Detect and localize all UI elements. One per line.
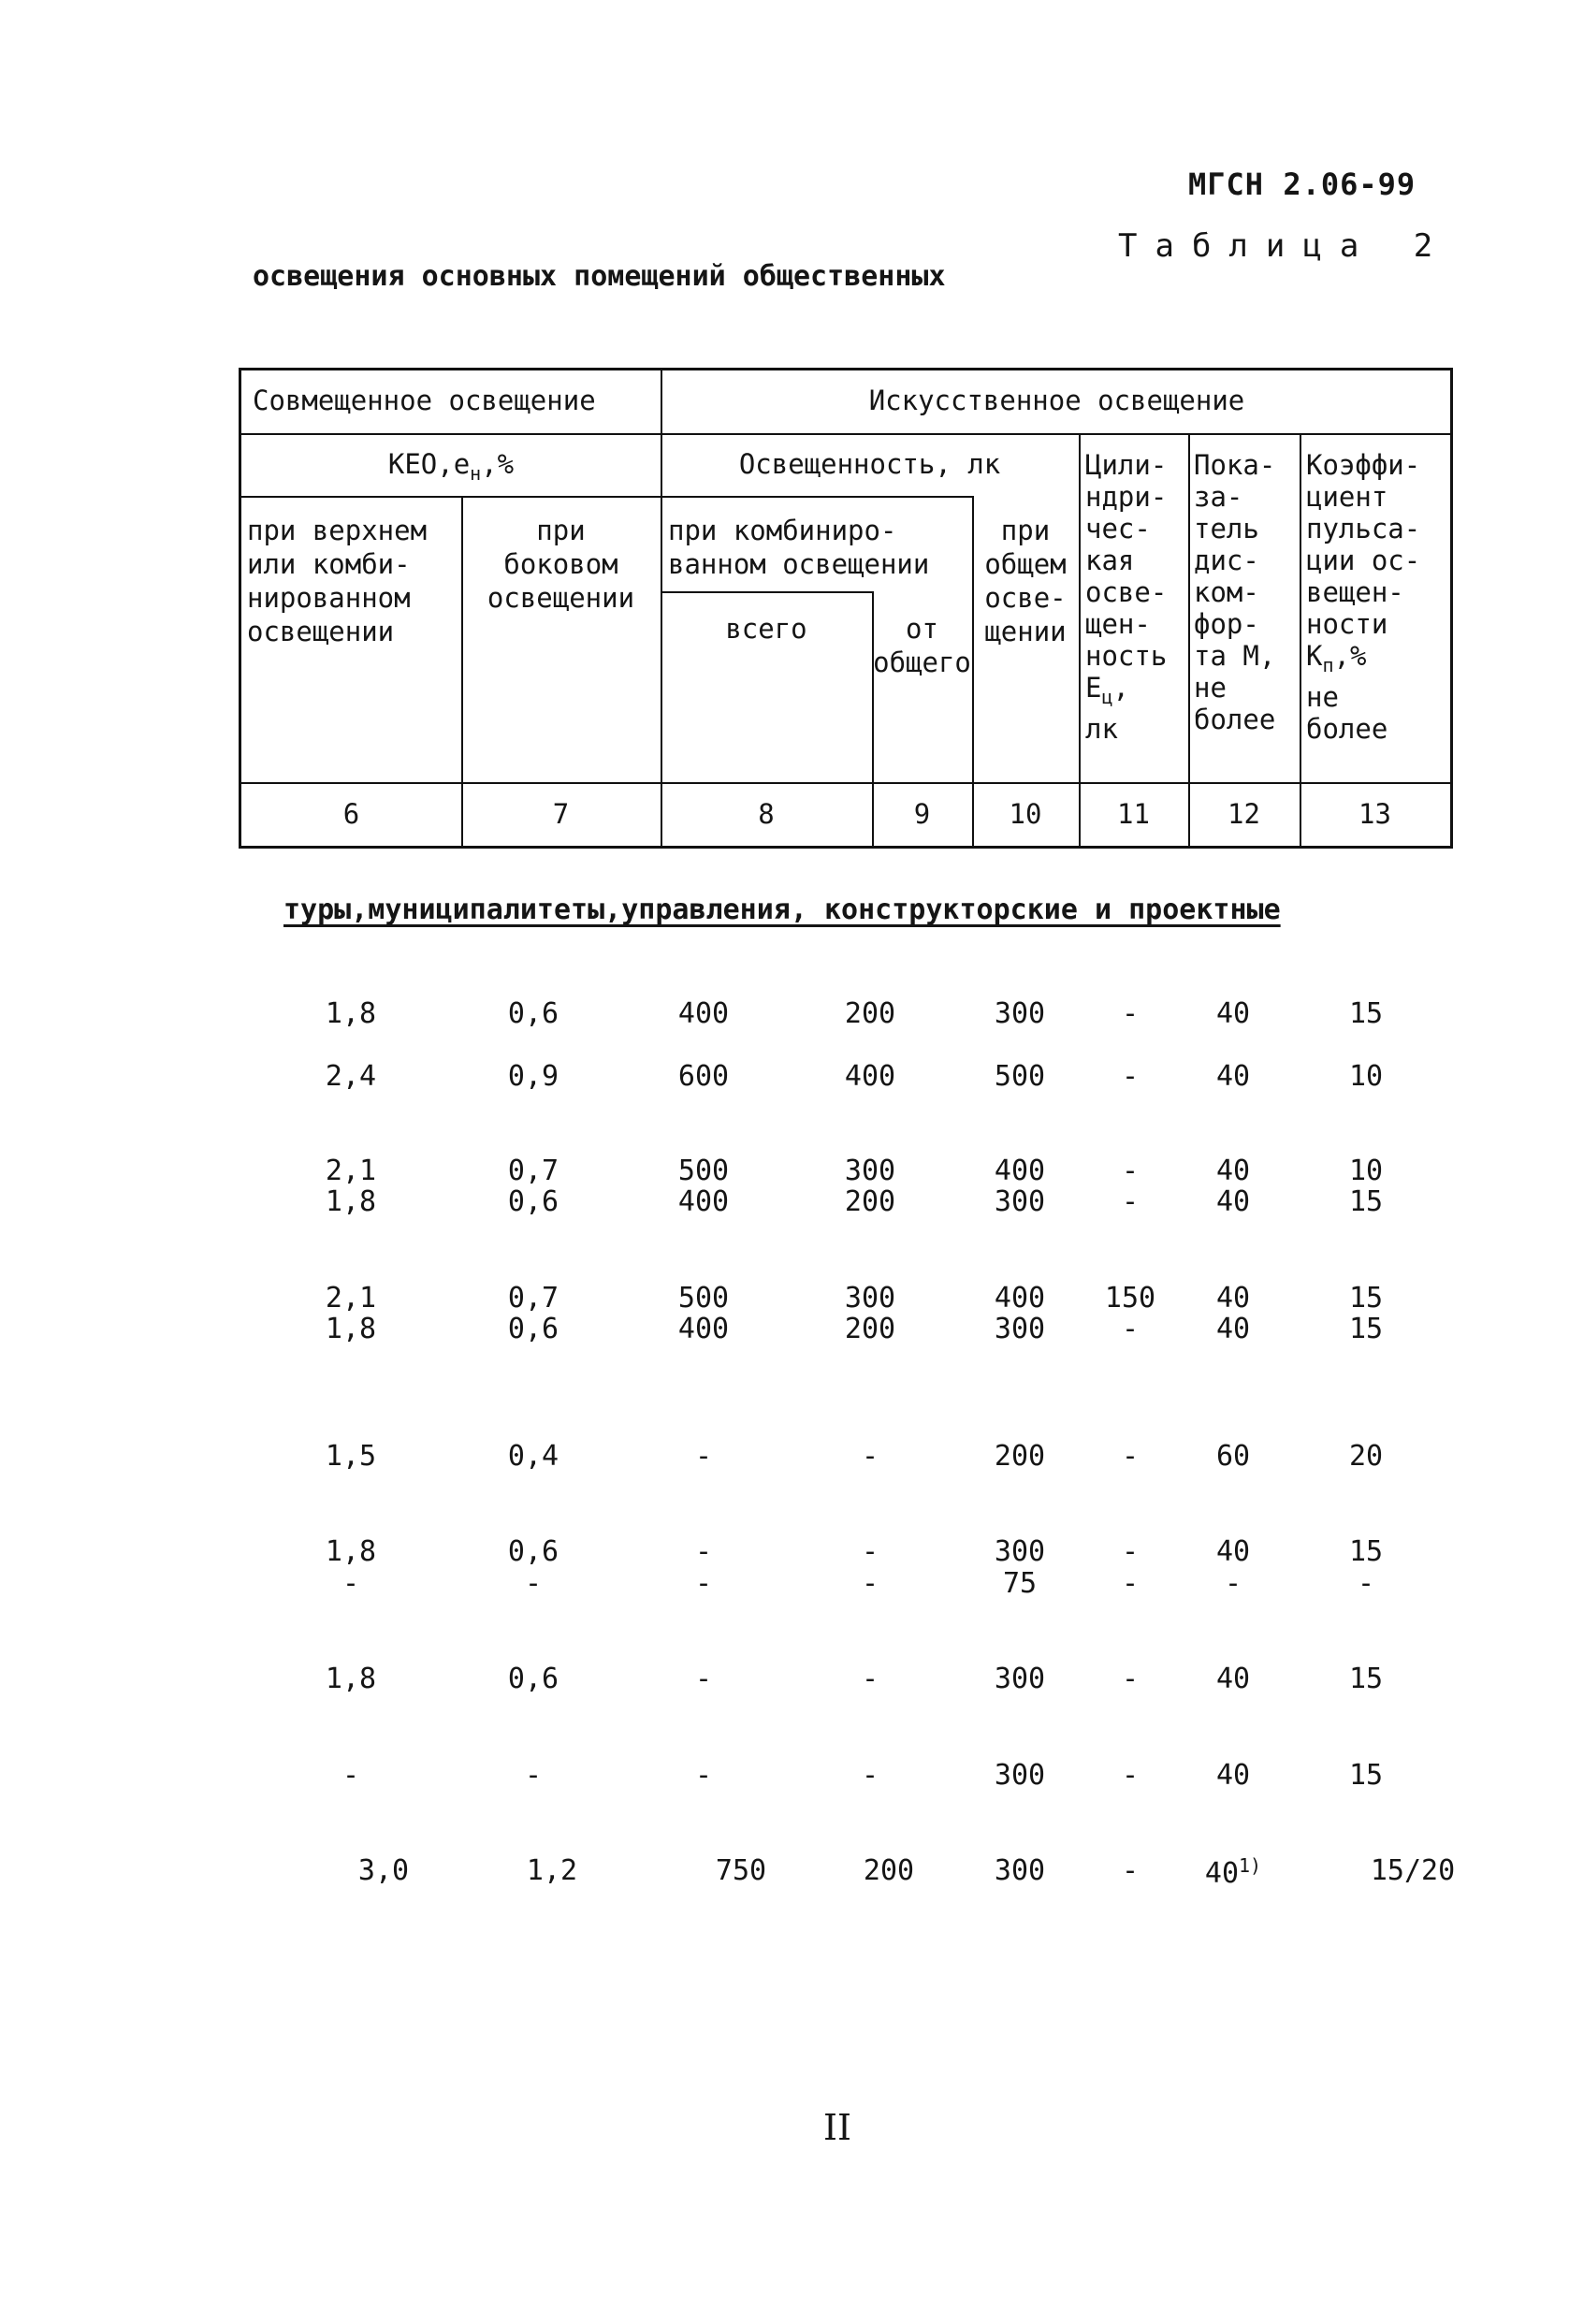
table-cell: - <box>861 1663 879 1695</box>
table-cell: 40 <box>1215 1313 1251 1345</box>
table-cell: 0,7 <box>507 1155 559 1187</box>
table-cell: 0,6 <box>507 1185 559 1218</box>
table-cell: 2,1 <box>325 1155 377 1187</box>
table-cell: 300 <box>994 1759 1046 1792</box>
table-cell: 15 <box>1348 1313 1384 1345</box>
table-row <box>0 1185 1569 1223</box>
table-cell: 20 <box>1348 1440 1384 1473</box>
footnote-marker: 1) <box>1239 1854 1262 1877</box>
table-cell: 200 <box>994 1440 1046 1473</box>
divider <box>241 433 1450 435</box>
table-cell: 400 <box>677 997 730 1030</box>
table-cell: - <box>861 1535 879 1568</box>
table-cell: 40 <box>1215 1185 1251 1218</box>
table-cell: 0,6 <box>507 1535 559 1568</box>
table-cell: 15 <box>1348 997 1384 1030</box>
table-subtitle: освещения основных помещений общественных <box>253 260 946 293</box>
table-header <box>239 368 1453 849</box>
table-cell: 15/20 <box>1370 1854 1456 1887</box>
table-cell: 2,4 <box>325 1060 377 1093</box>
table-cell: - <box>1121 1185 1140 1218</box>
table-cell: 0,9 <box>507 1060 559 1093</box>
table-cell: 300 <box>994 1854 1046 1887</box>
table-cell: - <box>694 1663 713 1695</box>
combined-lighting-subheader: при комбиниро- ванном освещении <box>668 515 930 580</box>
table-label: Таблица 2 <box>1118 227 1451 265</box>
table-cell: - <box>861 1440 879 1473</box>
pulsation-coefficient-header: Коэффи- циент пульса- ции ос- вещен- ности $К_п,\%$ не более <box>1306 449 1421 745</box>
table-cell: - <box>1121 997 1140 1030</box>
table-cell: 10 <box>1348 1155 1384 1187</box>
table-cell: 750 <box>715 1854 767 1887</box>
table-cell: - <box>1121 1313 1140 1345</box>
column-number: 12 <box>1228 798 1260 830</box>
table-cell: 0,4 <box>507 1440 559 1473</box>
column-number: 10 <box>1009 798 1042 830</box>
table-cell: 600 <box>677 1060 730 1093</box>
table-cell: 200 <box>844 997 896 1030</box>
table-cell: 300 <box>994 1313 1046 1345</box>
table-cell: - <box>1121 1663 1140 1695</box>
combined-lighting-header: Совмещенное освещение <box>253 385 596 416</box>
table-cell: 1,5 <box>325 1440 377 1473</box>
table-cell: - <box>1121 1759 1140 1792</box>
table-cell: - <box>861 1759 879 1792</box>
table-cell: 15 <box>1348 1535 1384 1568</box>
table-row <box>0 1440 1569 1477</box>
table-cell: 1,8 <box>325 1663 377 1695</box>
table-cell: - <box>524 1759 543 1792</box>
table-cell: - <box>341 1567 360 1600</box>
general-lighting-subheader: при общем осве- щении <box>984 515 1067 647</box>
table-cell: 60 <box>1215 1440 1251 1473</box>
divider <box>1300 433 1301 846</box>
column-number: 13 <box>1358 798 1391 830</box>
table-cell: 15 <box>1348 1759 1384 1792</box>
discomfort-index-header: Пока- за- тель дис- ком- фор- та М, не более <box>1194 449 1276 735</box>
table-cell: 0,6 <box>507 1663 559 1695</box>
table-cell: 200 <box>844 1313 896 1345</box>
table-cell: 40 <box>1215 1155 1251 1187</box>
table-cell: - <box>341 1759 360 1792</box>
page-number: II <box>823 2107 852 2148</box>
table-cell: 0,7 <box>507 1282 559 1315</box>
table-cell: 75 <box>1002 1567 1038 1600</box>
total-subheader: всего <box>725 613 807 645</box>
table-cell: 2,1 <box>325 1282 377 1315</box>
column-number: 6 <box>342 798 360 830</box>
table-cell: 400 <box>677 1313 730 1345</box>
table-cell: 0,6 <box>507 997 559 1030</box>
table-cell: 500 <box>677 1155 730 1187</box>
table-cell: 300 <box>994 997 1046 1030</box>
table-cell: 15 <box>1348 1663 1384 1695</box>
table-cell: 400 <box>994 1282 1046 1315</box>
table-cell: 500 <box>994 1060 1046 1093</box>
table-cell: 1,8 <box>325 997 377 1030</box>
table-row <box>0 1759 1569 1796</box>
cylindrical-illuminance-header: Цили- ндри- чес- кая осве- щен- ность $Е_ц$, лк <box>1085 449 1168 745</box>
table-cell: 40 <box>1215 1060 1251 1093</box>
table-cell: 1,8 <box>325 1313 377 1345</box>
table-cell: 200 <box>863 1854 915 1887</box>
table-cell: - <box>1121 1567 1140 1600</box>
column-number: 8 <box>758 798 775 830</box>
table-cell: - <box>1357 1567 1375 1600</box>
table-cell: 40 <box>1215 1535 1251 1568</box>
table-cell: 300 <box>844 1282 896 1315</box>
divider <box>241 496 661 498</box>
table-cell: 40 <box>1215 1282 1251 1315</box>
table-cell: 15 <box>1348 1282 1384 1315</box>
table-cell: 300 <box>994 1663 1046 1695</box>
table-cell: 400 <box>677 1185 730 1218</box>
table-cell: 300 <box>844 1155 896 1187</box>
table-cell: 400 <box>994 1155 1046 1187</box>
table-row <box>0 1313 1569 1350</box>
table-cell: 3,0 <box>357 1854 410 1887</box>
table-cell: - <box>694 1440 713 1473</box>
table-cell: 150 <box>1104 1282 1156 1315</box>
table-cell: 40 <box>1215 997 1251 1030</box>
table-cell: 1,2 <box>526 1854 578 1887</box>
table-cell: - <box>1224 1567 1242 1600</box>
table-cell: - <box>1121 1155 1140 1187</box>
table-cell: 1,8 <box>325 1535 377 1568</box>
table-cell: 300 <box>994 1535 1046 1568</box>
table-cell: 400 <box>844 1060 896 1093</box>
table-cell: 1,8 <box>325 1185 377 1218</box>
table-row <box>0 1567 1569 1605</box>
illuminance-header: Освещенность, лк <box>738 448 1001 480</box>
column-number: 7 <box>552 798 570 830</box>
table-cell: - <box>861 1567 879 1600</box>
table-cell: - <box>1121 1535 1140 1568</box>
table-cell: - <box>1121 1854 1140 1887</box>
table-row <box>0 1060 1569 1097</box>
table-cell: - <box>1121 1440 1140 1473</box>
table-cell: - <box>694 1759 713 1792</box>
top-lit-header: при верхнем или комби- нированном освещении <box>247 515 428 647</box>
divider <box>661 496 972 498</box>
table-cell: 15 <box>1348 1185 1384 1218</box>
from-general-subheader: от общего <box>873 613 971 678</box>
table-cell: 10 <box>1348 1060 1384 1093</box>
table-row <box>0 1854 1569 1892</box>
table-cell: - <box>694 1535 713 1568</box>
table-row <box>0 1663 1569 1700</box>
section-heading: туры,муниципалитеты,управления, конструкторские и проектные <box>283 893 1281 926</box>
divider <box>1079 433 1081 846</box>
side-lit-header: при боковом освещении <box>487 515 635 614</box>
column-number: 11 <box>1117 798 1150 830</box>
table-cell: - <box>1121 1060 1140 1093</box>
divider <box>661 370 662 846</box>
divider <box>241 782 1450 784</box>
divider <box>1188 433 1190 846</box>
divider <box>661 591 872 593</box>
table-cell: 200 <box>844 1185 896 1218</box>
table-cell: 40 <box>1215 1663 1251 1695</box>
keo-header: $КЕО,е_н,\%$ <box>387 448 515 485</box>
table-cell: 0,6 <box>507 1313 559 1345</box>
column-number: 9 <box>913 798 931 830</box>
table-cell: 300 <box>994 1185 1046 1218</box>
table-cell: 40 <box>1215 1759 1251 1792</box>
table-cell: 40$^{1)}$ <box>1204 1854 1262 1890</box>
table-cell: - <box>694 1567 713 1600</box>
artificial-lighting-header: Искусственное освещение <box>868 385 1245 416</box>
table-cell: - <box>524 1567 543 1600</box>
table-row <box>0 997 1569 1035</box>
table-cell: 500 <box>677 1282 730 1315</box>
document-code: МГСН 2.06-99 <box>1188 167 1416 202</box>
